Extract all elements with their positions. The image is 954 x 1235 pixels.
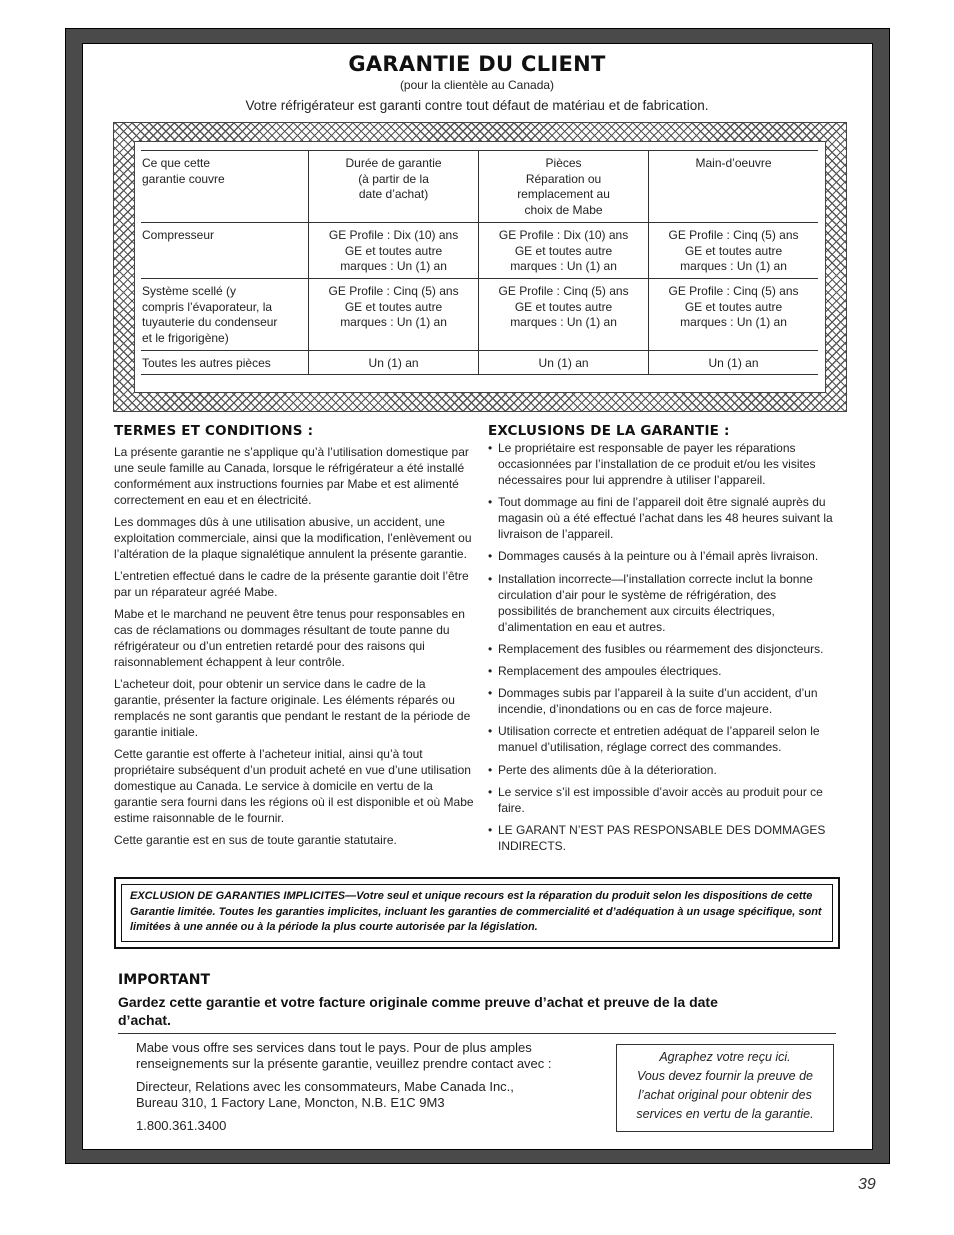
exclusions-section [488, 423, 838, 860]
list-item: • Dommages subis par l’appareil à la suite d’un accident, d’un incendie, d’inondations ou en cas de force majeure. [488, 685, 838, 717]
staple-line: services en vertu de la garantie. [636, 1107, 814, 1121]
terms-heading: TERMES ET CONDITIONS : [114, 423, 314, 439]
table-cell: Toutes les autres pièces [142, 356, 271, 370]
terms-paragraph: Mabe et le marchand ne peuvent être tenus pour responsables en cas de réclamations ou dommages résultant de toute panne du réfrigérateur ou d’un entretien retardé pour des raisons qui raisonnablement échappent à leur contrôle. [114, 607, 465, 669]
services-text: Mabe vous offre ses services dans tout le pays. Pour de plus amples renseignements sur la présente garantie, veuillez prendre contact avec : [136, 1040, 552, 1071]
table-cell: Un (1) an [479, 351, 649, 375]
table-cell: Compresseur [142, 228, 215, 242]
list-item: • Remplacement des ampoules électriques. [488, 663, 838, 679]
staple-line: l’achat original pour obtenir des [638, 1088, 812, 1102]
terms-paragraph: Cette garantie est en sus de toute garantie statutaire. [114, 833, 397, 847]
exclusions-heading: EXCLUSIONS DE LA GARANTIE : [488, 423, 730, 439]
table-row [141, 151, 818, 223]
terms-paragraph: Cette garantie est offerte à l’acheteur initial, ainsi qu’à tout propriétaire subséquent d’un produit acheté en vue d’une utilisation domestique au Canada. Le service à domicile en vertu de la garantie sera fourni dans les régions où il est disponible et où Mabe estime raisonnable de le fournir. [114, 747, 474, 825]
list-item: • Le service s’il est impossible d’avoir accès au produit pour ce faire. [488, 784, 838, 816]
terms-paragraph: Les dommages dûs à une utilisation abusive, un accident, une exploitation commerciale, ainsi que la modification, l’enlèvement ou l’altération de la plaque signalétique annulent la présente garantie. [114, 515, 472, 561]
page-title: GARANTIE DU CLIENT [348, 52, 606, 76]
table-cell: GE Profile : Dix (10) ans GE et toutes autre marques : Un (1) an [479, 223, 649, 279]
table-cell: Ce que cette garantie couvre [142, 156, 225, 186]
table-row [141, 279, 818, 351]
list-item: • LE GARANT N’EST PAS RESPONSABLE DES DOMMAGES INDIRECTS. [488, 822, 838, 854]
table-cell: GE Profile : Cinq (5) ans GE et toutes autre marques : Un (1) an [649, 223, 818, 279]
list-item: • Tout dommage au fini de l’appareil doit être signalé auprès du magasin où a été effectué l’achat dans les 48 heures suivant la livraison de l’appareil. [488, 494, 838, 542]
table-cell: GE Profile : Cinq (5) ans GE et toutes autre marques : Un (1) an [309, 279, 479, 351]
list-item: • Remplacement des fusibles ou réarmement des disjoncteurs. [488, 641, 838, 657]
implied-exclusion-box [114, 877, 840, 949]
subtitle: (pour la clientèle au Canada) [399, 78, 555, 92]
important-text: Gardez cette garantie et votre facture originale comme preuve d’achat et preuve de la date d’achat. [118, 994, 718, 1028]
list-item: • Installation incorrecte—l’installation correcte inclut la bonne circulation d’air pour le système de réfrigération, des possibilités de branchement aux circuits électriques, d’alimentation en eau et autres. [488, 571, 838, 635]
staple-line: Agraphez votre reçu ici. [659, 1050, 791, 1064]
address-line: Bureau 310, 1 Factory Lane, Moncton, N.B. E1C 9M3 [136, 1095, 445, 1110]
staple-receipt-box [616, 1044, 834, 1132]
list-item: • Utilisation correcte et entretien adéquat de l’appareil selon le manuel d’utilisation, réglage correct des commandes. [488, 723, 838, 755]
table-cell: Un (1) an [649, 351, 818, 375]
contact-address [136, 1079, 611, 1111]
exclusions-list [488, 440, 838, 854]
terms-paragraph: L’acheteur doit, pour obtenir un service dans le cadre de la garantie, présenter la facture originale. Les éléments réparés ou remplacés ne sont garantis que pendant le restant de la période de garantie initiale. [114, 677, 471, 739]
list-item: • Dommages causés à la peinture ou à l’émail après livraison. [488, 548, 838, 564]
warranty-table [141, 150, 818, 375]
table-cell: Main-d’oeuvre [649, 151, 818, 223]
staple-line: Vous devez fournir la preuve de [636, 1069, 814, 1083]
table-cell: GE Profile : Cinq (5) ans GE et toutes autre marques : Un (1) an [649, 279, 818, 351]
table-cell: Système scellé (y compris l’évaporateur, la tuyauterie du condenseur et le frigorigène) [142, 284, 278, 345]
terms-paragraph: L’entretien effectué dans le cadre de la présente garantie doit l’être par un réparateur agréé Mabe. [114, 569, 469, 599]
list-item: • Perte des aliments dûe à la déterioration. [488, 762, 838, 778]
table-cell: GE Profile : Cinq (5) ans GE et toutes autre marques : Un (1) an [479, 279, 649, 351]
phone-number: 1.800.361.3400 [136, 1118, 227, 1133]
implied-exclusion-text: EXCLUSION DE GARANTIES IMPLICITES—Votre seul et unique recours est la réparation du produit selon les dispositions de cette Garantie limitée. Toutes les garanties implicites, incluant les garanties de commercialité et d’adéquation à un usage spécifique, sont limitées à une année ou à la période la plus courte autorisée par la législation. [121, 884, 833, 942]
address-line: Directeur, Relations avec les consommateurs, Mabe Canada Inc., [136, 1079, 514, 1094]
table-cell: GE Profile : Dix (10) ans GE et toutes autre marques : Un (1) an [309, 223, 479, 279]
list-item: • Le propriétaire est responsable de payer les réparations occasionnées par l’installation de ce produit et/ou les visites nécessaires pour lui apprendre à utiliser l’appareil. [488, 440, 838, 488]
table-cell: Pièces Réparation ou remplacement au choix de Mabe [479, 151, 649, 223]
table-row [141, 223, 818, 279]
table-cell: Durée de garantie (à partir de la date d’achat) [309, 151, 479, 223]
divider [118, 1033, 836, 1034]
table-cell: Un (1) an [309, 351, 479, 375]
table-row [141, 351, 818, 375]
contact-section [136, 1040, 611, 1141]
terms-paragraph: La présente garantie ne s’applique qu’à l’utilisation domestique par une seule famille au Canada, lorsque le réfrigérateur a été installé conformément aux instructions fournies par Mabe et est alimenté correctement en eau et en électricité. [114, 445, 469, 507]
terms-section [114, 423, 474, 854]
page-number: 39 [858, 1176, 876, 1193]
important-label: IMPORTANT [118, 972, 211, 988]
intro-text: Votre réfrigérateur est garanti contre tout défaut de matériau et de fabrication. [245, 98, 709, 113]
